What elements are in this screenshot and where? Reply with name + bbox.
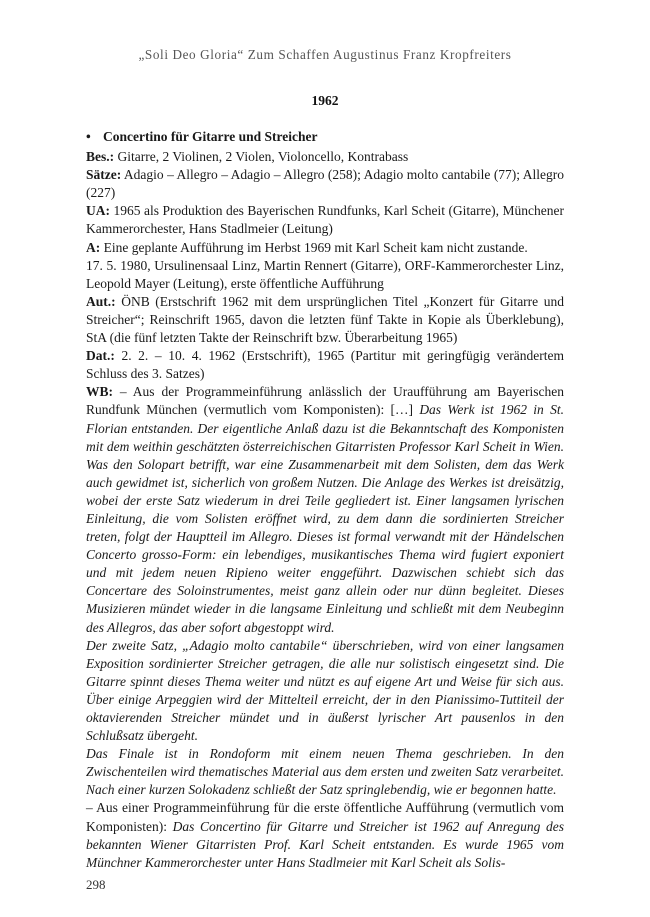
premiere-entry <box>86 202 564 238</box>
dating-label: Dat.: <box>86 348 115 364</box>
running-head: „Soli Deo Gloria“ Zum Schaffen Augustinus Franz Kropfreiters <box>138 47 512 62</box>
performances-text-2: 17. 5. 1980, Ursulinensaal Linz, Martin Rennert (Gitarre), ORF-Kammerorchester Linz, Leopold Mayer (Leitung), erste öffentliche Aufführung <box>86 257 564 291</box>
instrumentation-text: Gitarre, 2 Violinen, 2 Violen, Violoncello, Kontrabass <box>117 149 409 165</box>
page-number: 298 <box>86 877 106 892</box>
work-notes-intro-2: – Aus einer Programmeinführung für die erste öffentliche Aufführung (vermutlich vom Komponisten): <box>86 800 564 834</box>
autograph-entry <box>86 293 564 347</box>
bullet-icon: • <box>86 129 91 144</box>
instrumentation-entry <box>86 148 564 166</box>
performances-label: A: <box>86 239 101 255</box>
year-heading: 1962 <box>311 93 339 108</box>
dating-text: 2. 2. – 10. 4. 1962 (Erstschrift), 1965 (Partitur mit geringfügig verändertem Schluss des 3. Satzes) <box>86 348 564 382</box>
movements-label: Sätze: <box>86 167 122 183</box>
work-notes-label: WB: <box>86 384 113 400</box>
performances-entry-2 <box>86 257 564 293</box>
movements-entry <box>86 166 564 202</box>
performances-text-1: Eine geplante Aufführung im Herbst 1969 mit Karl Scheit kam nicht zustande. <box>103 239 528 255</box>
work-notes-quote-4: Das Concertino für Gitarre und Streicher ist 1962 auf Anregung des bekannten Wiener Gitarristen Prof. Karl Scheit entstanden. Es wurde 1965 vom Münchner Kammerorchester unter Hans Stadlmeier mit Karl Scheit als Solis- <box>86 818 565 870</box>
premiere-text: 1965 als Produktion des Bayerischen Rundfunks, Karl Scheit (Gitarre), Münchener Kammerorchester, Hans Stadlmeier (Leitung) <box>86 203 564 237</box>
instrumentation-label: Bes.: <box>86 149 115 165</box>
movements-text: Adagio – Allegro – Adagio – Allegro (258); Adagio molto cantabile (77); Allegro (227) <box>86 167 564 201</box>
catalog-entry <box>86 128 564 872</box>
work-title-line <box>86 128 564 146</box>
dating-entry <box>86 347 564 383</box>
work-notes-quote-1: Das Werk ist 1962 in St. Florian entstanden. Der eigentliche Anlaß dazu ist die Bekanntschaft des Komponisten mit dem weithin geschätzten österreichischen Gitarristen Professor Karl Scheit in Wien. Was den Solopart betrifft, war eine Zusammenarbeit mit dem Solisten, dem das Werk auch gewidmet ist, sicherlich von großem Nutzen. Die Anlage des Werkes ist dreisätzig, wobei der erste Satz wiederum in drei Teile gegliedert ist. Einer langsamen lyrischen Einleitung, die vom Solisten eröffnet wird, zu dem dann die sordinierten Streicher treten, folgt der Hauptteil im Allegro. Dieses ist formal verwandt mit der Händelschen Concerto grosso-Form: ein lebendiges, musikantisches Thema wird fugiert exponiert und mit jedem neuen Ripieno weiter enggeführt. Dazwischen schiebt sich das Concertare des Soloinstrumentes, meist ganz allein oder nur dünn begleitet. Dieses Musizieren mündet wieder in die langsame Einleitung und schließt mit dem Neubeginn des Allegros, das aber sofort abgestoppt wird. <box>86 402 564 635</box>
work-notes-intro-1: – Aus der Programmeinführung anlässlich der Uraufführung am Bayerischen Rundfunk München (vermutlich vom Komponisten): […] <box>86 384 565 418</box>
autograph-label: Aut.: <box>86 293 116 309</box>
work-notes-paragraph-2 <box>86 637 564 746</box>
autograph-text: ÖNB (Erstschrift 1962 mit dem ursprünglichen Titel „Konzert für Gitarre und Streicher“; Reinschrift 1965, davon die letzten fünf Takte in Kopie als Überklebung), StA (die fünf letzten Takte der Reinschrift bzw. Überarbeitung 1965) <box>86 293 565 346</box>
work-title: Concertino für Gitarre und Streicher <box>103 129 318 144</box>
premiere-label: UA: <box>86 203 110 219</box>
work-notes-paragraph-3 <box>86 745 564 799</box>
work-notes-quote-2: Der zweite Satz, „Adagio molto cantabile“ überschrieben, wird von einer langsamen Exposition sordinierter Streicher getragen, die alle nur solistisch eingesetzt sind. Die Gitarre spinnt dieses Thema weiter und nützt es auf eigene Art und Weise für sich aus. Über einige Arpeggien wird der Mittelteil erreicht, der in den Pianissimo-Tuttiteil der oktavierenden Streicher mündet und in äußerst lyrischer Art pausenlos in den Schlußsatz übergeht. <box>86 637 564 744</box>
performances-entry <box>86 239 564 257</box>
work-notes-entry <box>86 383 564 636</box>
work-notes-paragraph-4 <box>86 799 564 871</box>
work-notes-quote-3: Das Finale ist in Rondoform mit einem neuen Thema geschrieben. In den Zwischenteilen wird thematisches Material aus dem ersten und zweiten Satz verarbeitet. Nach einer kurzen Solokadenz schließt der Satz springlebendig, wie er begonnen hatte. <box>86 746 564 798</box>
